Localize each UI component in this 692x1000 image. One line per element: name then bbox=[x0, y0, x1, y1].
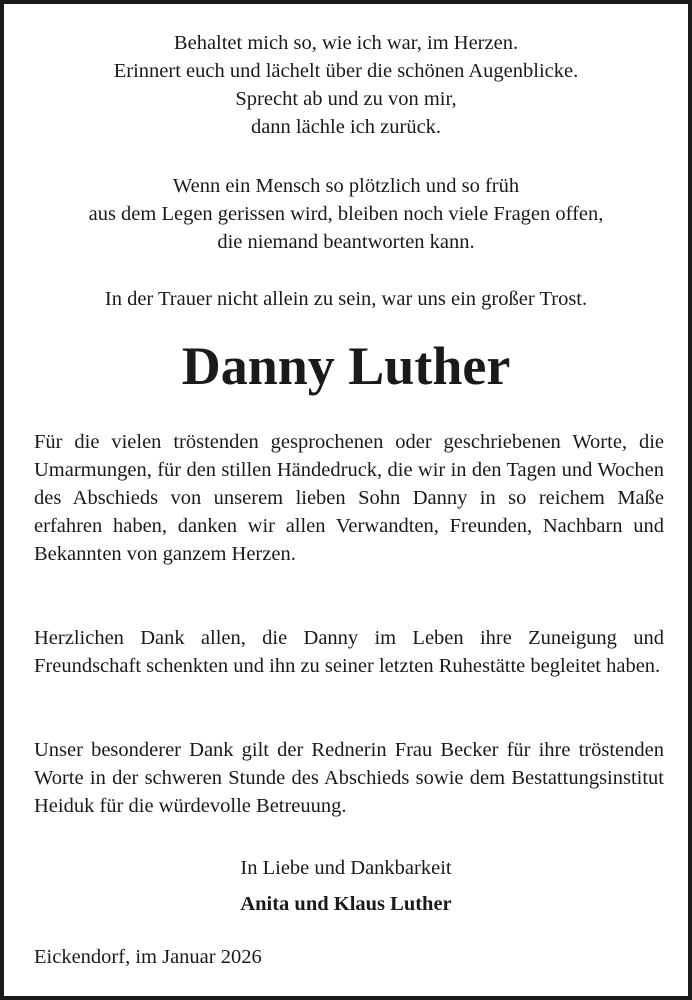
poem-line: dann lächle ich zurück. bbox=[250, 116, 442, 138]
comfort-line-block bbox=[24, 285, 668, 313]
sentiment-verse bbox=[24, 172, 668, 256]
thanks-paragraph: Unser besonderer Dank gilt der Rednerin Frau Becker für ihre tröstenden Worte in der schweren Stunde des Abschieds sowie dem Bestattungsinstitut Heiduk für die würdevolle Betreuung. bbox=[34, 739, 664, 817]
place-and-date: Eickendorf, im Januar 2026 bbox=[34, 946, 262, 968]
sentiment-line: aus dem Legen gerissen wird, bleiben noch viele Fragen offen, bbox=[88, 203, 604, 225]
closing-phrase: In Liebe und Dankbarkeit bbox=[240, 857, 452, 879]
thanks-paragraph: Für die vielen tröstenden gesprochenen oder geschriebenen Worte, die Umarmungen, für den stillen Händedruck, die wir in den Tagen und Wochen des Abschieds von unserem lieben Sohn Danny in so reichem Maße erfahren haben, danken wir allen Verwandten, Freunden, Nachbarn und Bekannten von ganzem Herzen. bbox=[34, 431, 664, 565]
signers: Anita und Klaus Luther bbox=[240, 893, 452, 915]
poem-verse bbox=[24, 29, 668, 141]
sentiment-line: die niemand beantworten kann. bbox=[217, 231, 475, 253]
deceased-name: Danny Luther bbox=[181, 336, 511, 396]
poem-line: Behaltet mich so, wie ich war, im Herzen. bbox=[173, 32, 519, 54]
sentiment-line: Wenn ein Mensch so plötzlich und so früh bbox=[172, 175, 520, 197]
comfort-line: In der Trauer nicht allein zu sein, war uns ein großer Trost. bbox=[104, 288, 588, 310]
poem-line: Sprecht ab und zu von mir, bbox=[235, 88, 457, 110]
closing-block bbox=[4, 850, 688, 922]
poem-line: Erinnert euch und lächelt über die schönen Augenblicke. bbox=[113, 60, 579, 82]
thanks-paragraph: Herzlichen Dank allen, die Danny im Leben ihre Zuneigung und Freundschaft schenkten und ihn zu seiner letzten Ruhestätte begleitet haben. bbox=[34, 627, 664, 677]
